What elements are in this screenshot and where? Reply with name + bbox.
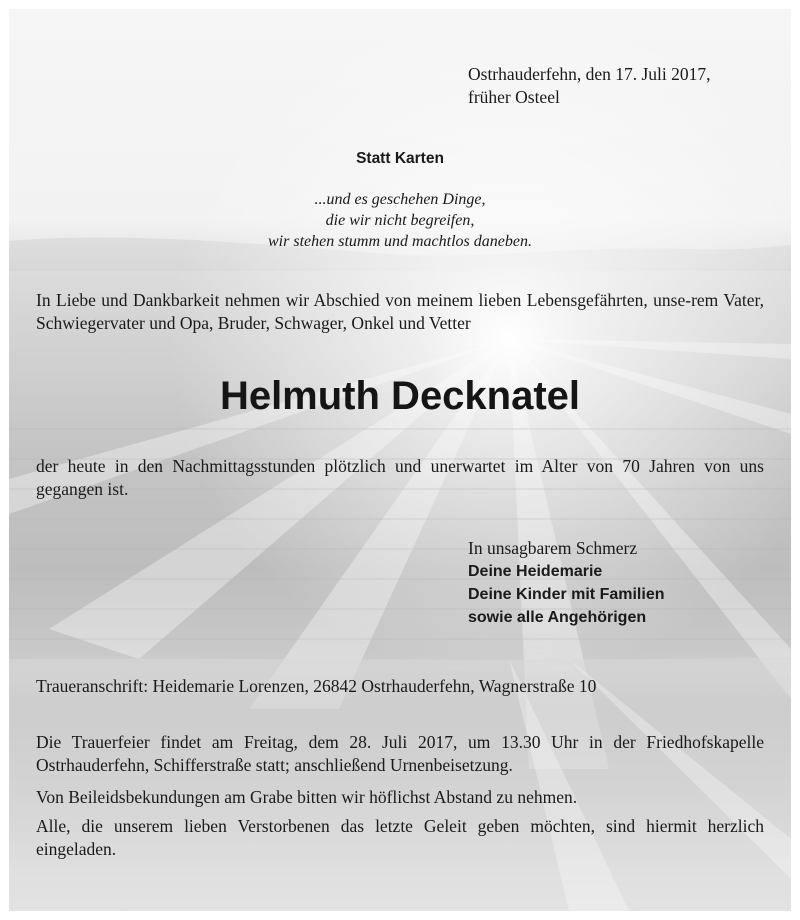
deceased-name: Helmuth Decknatel xyxy=(219,374,581,418)
mourner-line: Deine Kinder mit Familien xyxy=(468,586,665,603)
notice-type-heading: Statt Karten xyxy=(356,150,444,167)
signature-block xyxy=(468,537,664,629)
poem-line: ...und es geschehen Dinge, xyxy=(314,191,486,208)
poem-line: wir stehen stumm und machtlos daneben. xyxy=(268,233,532,250)
signature-intro: In unsagbarem Schmerz xyxy=(468,538,638,558)
mourner-line: sowie alle Angehörigen xyxy=(468,609,647,626)
condolence-note: Von Beileidsbekundungen am Grabe bitten wir höflichst Abstand zu nehmen. xyxy=(36,787,578,807)
death-paragraph: der heute in den Nachmittagsstunden plötzlich und unerwartet im Alter von 70 Jahren von uns gegangen ist. xyxy=(36,456,764,499)
mourning-address: Traueranschrift: Heidemarie Lorenzen, 26842 Ostrhauderfehn, Wagnerstraße 10 xyxy=(36,676,597,696)
funeral-info: Die Trauerfeier findet am Freitag, dem 28. Juli 2017, um 13.30 Uhr in der Friedhofskapelle Ostrhauderfehn, Schifferstraße statt; anschließend Urnenbeisetzung. xyxy=(36,732,764,775)
obituary-frame xyxy=(9,9,791,911)
intro-paragraph: In Liebe und Dankbarkeit nehmen wir Abschied von meinem lieben Lebensgefährten, unse-rem Vater, Schwiegervater und Opa, Bruder, Schwager, Onkel und Vetter xyxy=(36,290,764,333)
poem-line: die wir nicht begreifen, xyxy=(325,212,475,229)
date-line: Ostrhauderfehn, den 17. Juli 2017, xyxy=(468,64,711,84)
date-block xyxy=(468,63,711,109)
invitation-text: Alle, die unserem lieben Verstorbenen das letzte Geleit geben möchten, sind hiermit herzlich eingeladen. xyxy=(36,816,764,859)
mourner-line: Deine Heidemarie xyxy=(468,563,603,580)
former-place: früher Osteel xyxy=(468,87,560,107)
poem xyxy=(9,189,791,252)
